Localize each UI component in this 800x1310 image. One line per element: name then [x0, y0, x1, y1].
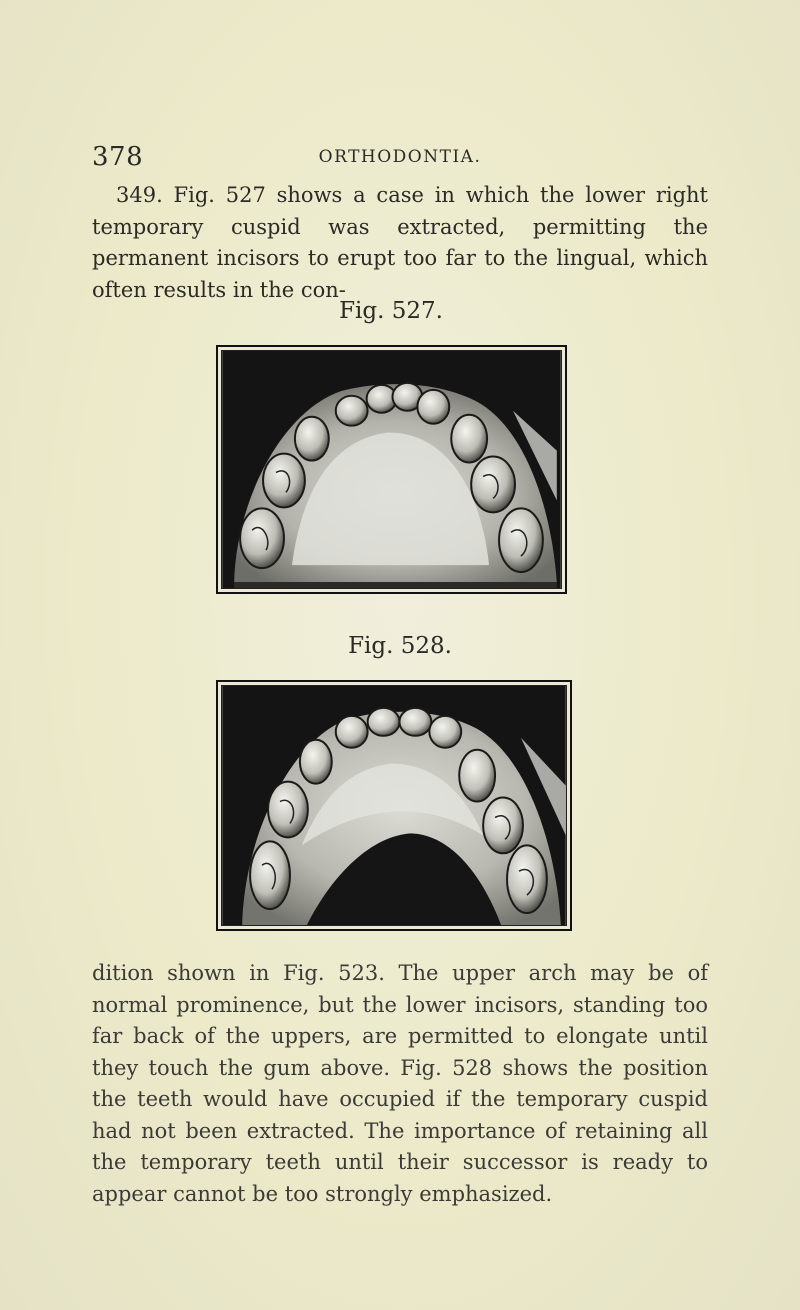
paragraph-continued: dition shown in Fig. 523. The upper arch may be of normal prominence, but the lower incisors, standing too far back of the uppers, are permitted to elongate until they touch the gum above. Fig. 528 shows the position the teeth would have occupied if the temporary cuspid had not been extracted. The importance of retaining all the temporary teeth until their successor is ready to appear cannot be too strongly emphasized. [92, 961, 708, 1206]
page-header [92, 142, 708, 172]
figure-527-image [222, 351, 561, 588]
running-title: ORTHODONTIA. [318, 147, 482, 167]
figure-528-plate [216, 680, 572, 931]
figure-528-caption: Fig. 528. [348, 633, 452, 659]
paragraph-349: 349. Fig. 527 shows a case in which the lower right temporary cuspid was extracted, permitting the permanent incisors to erupt too far to the lingual, which often results in the con- [92, 183, 708, 302]
figure-528-image [222, 686, 566, 925]
figure-527-caption: Fig. 527. [339, 298, 443, 324]
figure-527-plate [216, 345, 567, 594]
page-number: 378 [92, 142, 144, 172]
